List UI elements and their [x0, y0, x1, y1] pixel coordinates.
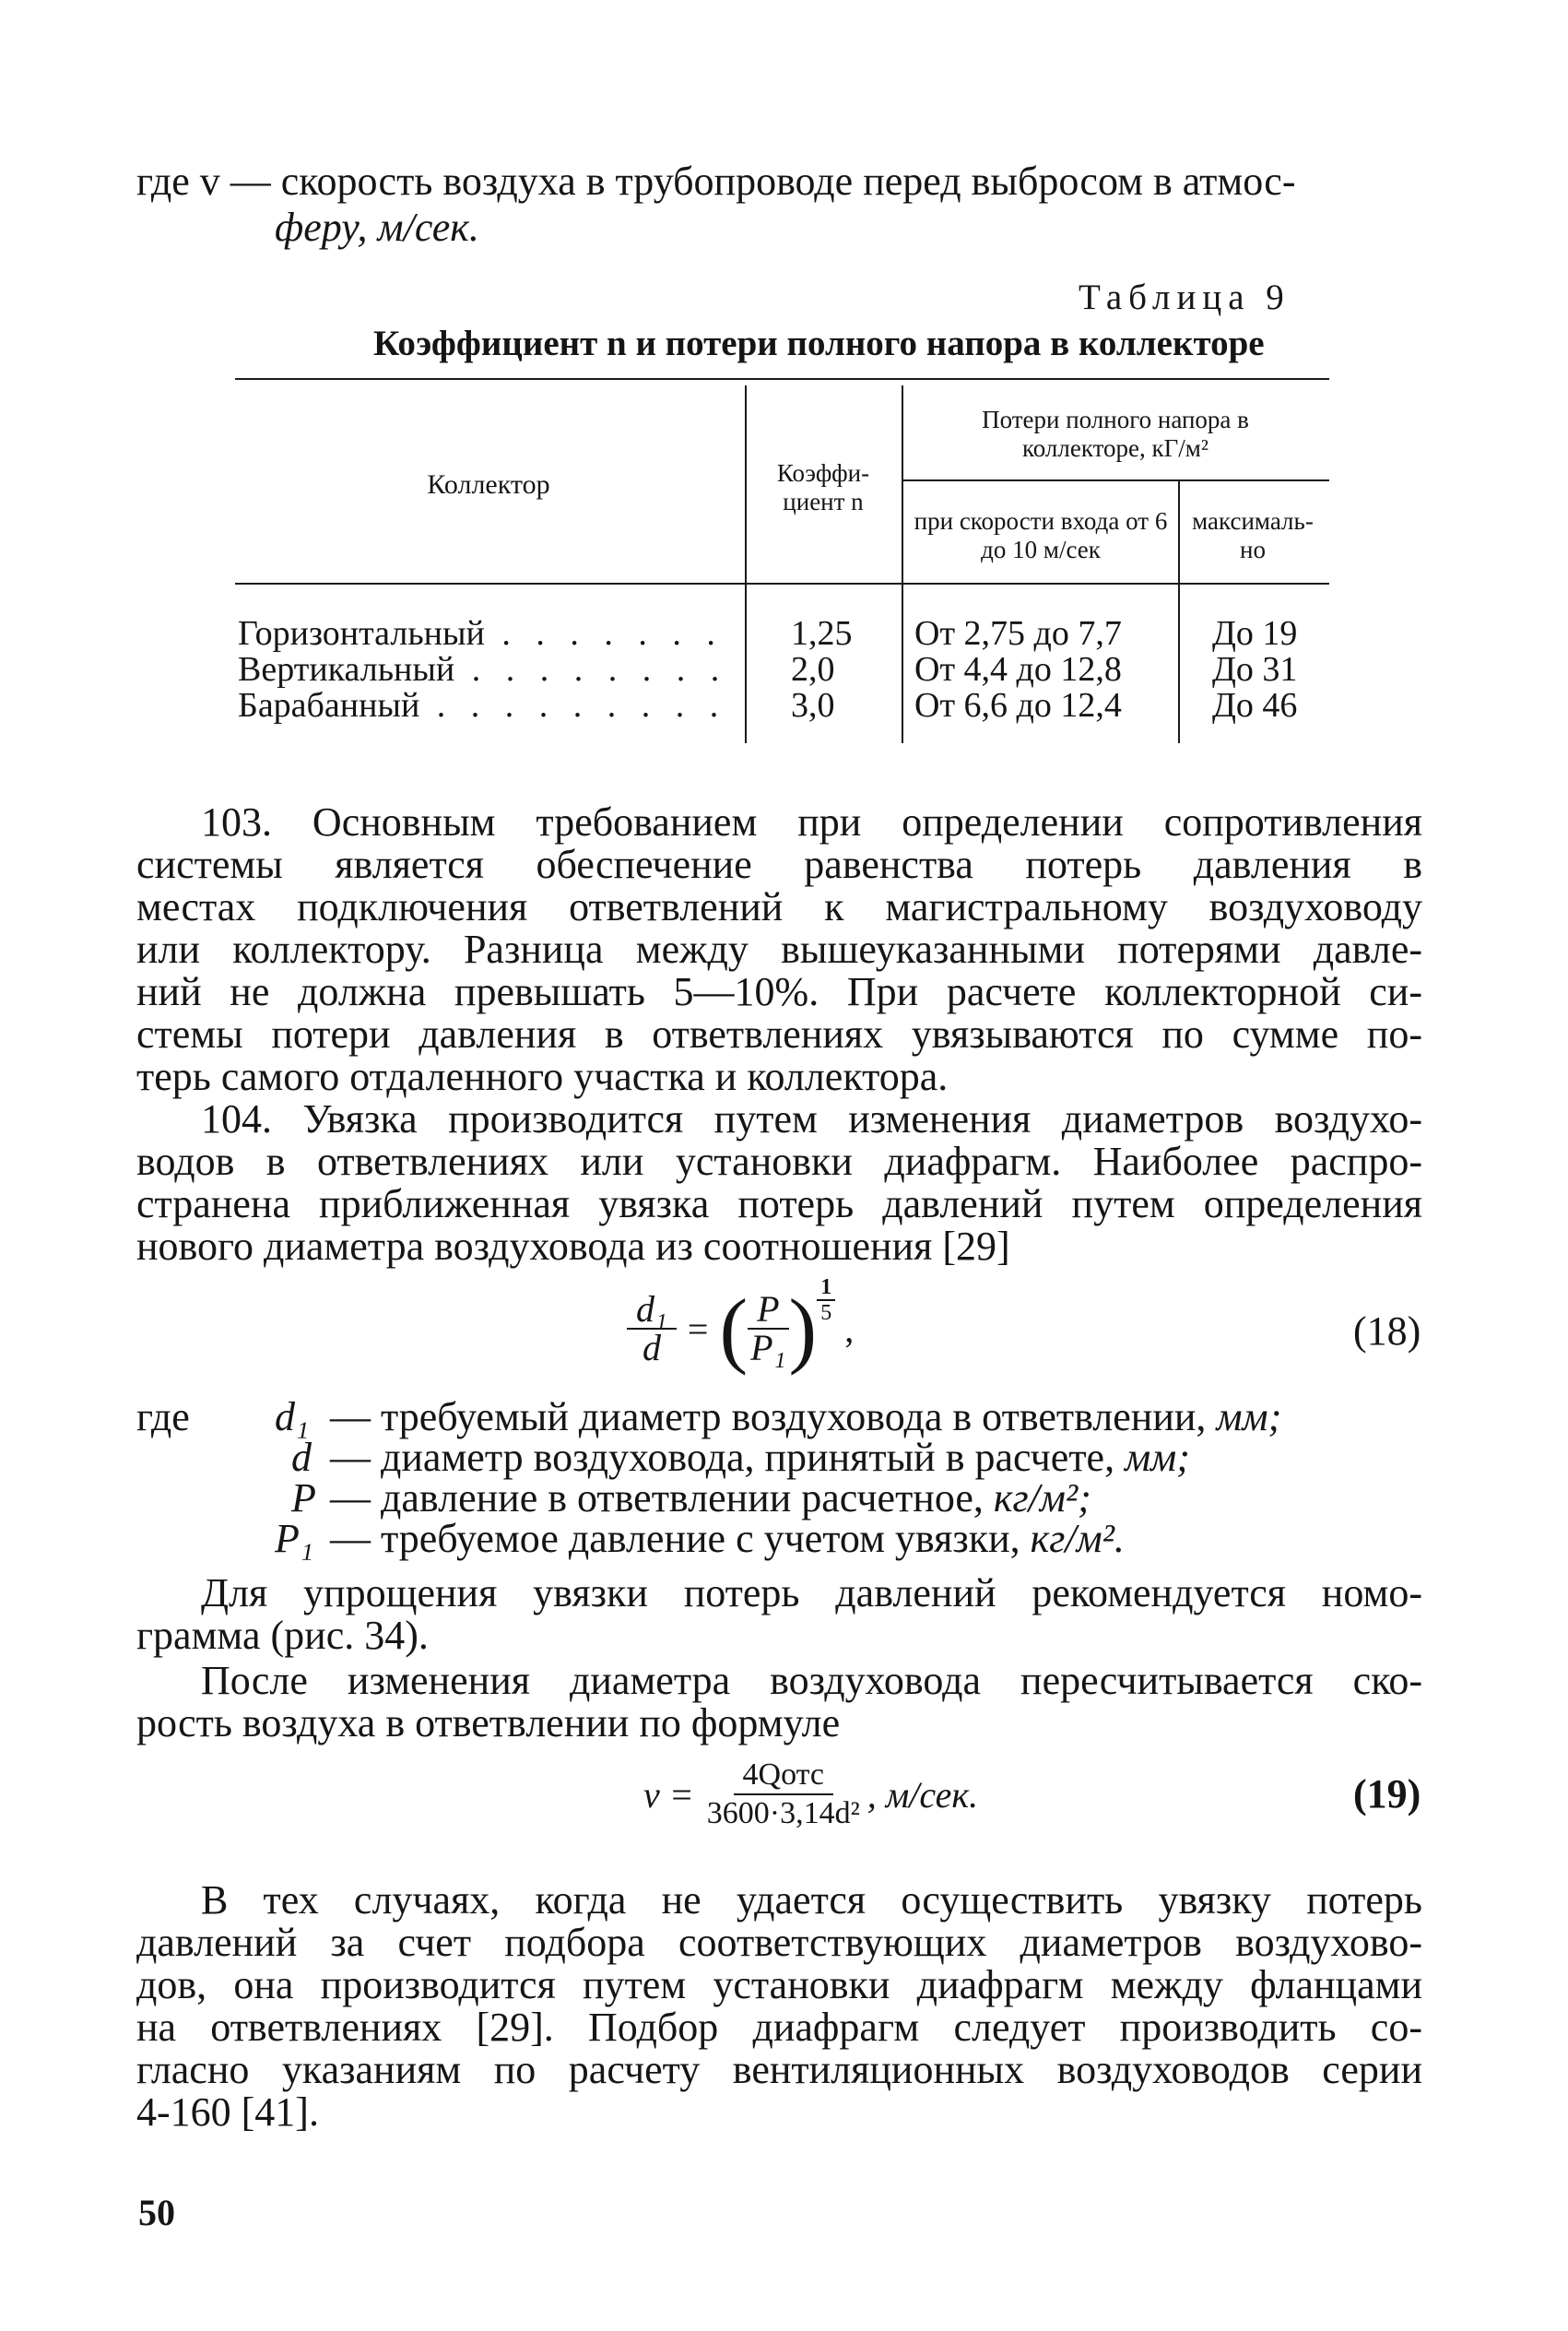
intro-line-1: где v — скорость воздуха в трубопроводе перед выбросом в атмос-: [136, 159, 1296, 204]
row-max: До 31: [1212, 650, 1298, 689]
table-col-divider-1: [745, 385, 747, 743]
header-collector: Коллектор: [427, 469, 550, 500]
row-leader: . . . . . . . .: [454, 650, 728, 689]
para-104-line: 104. Увязка производится путем изменения диаметров воздухо-: [201, 1096, 1422, 1142]
para-last-line: 4-160 [41].: [136, 2089, 319, 2135]
para-104-line: водов в ответвлениях или установки диафрагм. Наиболее распро-: [136, 1139, 1422, 1184]
row-name: Барабанный: [238, 686, 420, 725]
header-speed: при скорости входа от 6 до 10 м/сек: [914, 507, 1168, 563]
table-row: [238, 616, 724, 652]
formula-18-rhs: [748, 1288, 788, 1368]
row-coefficient: 2,0: [791, 650, 835, 689]
row-leader: . . . . . . . . .: [419, 686, 727, 725]
para-last-line: дов, она производится путем установки диафрагм между фланцами: [136, 1962, 1422, 2007]
where-item: [330, 1394, 1281, 1440]
where-unit: кг/м²;: [993, 1475, 1091, 1520]
rhs-denominator: P₁: [750, 1327, 786, 1368]
table-col-divider-2: [902, 385, 903, 743]
formula-19-lhs: v =: [643, 1773, 694, 1816]
lhs-denominator: d: [642, 1327, 661, 1368]
header-losses: Потери полного напора в коллекторе, кГ/м²: [982, 406, 1249, 462]
lhs-numerator: d₁: [627, 1291, 677, 1330]
para-last-line: В тех случаях, когда не удается осуществить увязку потерь: [201, 1877, 1422, 1923]
table-col-divider-3: [1178, 481, 1180, 743]
formula-19-number: (19): [1353, 1771, 1421, 1816]
para-last-line: гласно указаниям по расчету вентиляционных воздуховодов серии: [136, 2047, 1422, 2092]
para-nomo-line: грамма (рис. 34).: [136, 1613, 429, 1658]
where-symbol: P: [291, 1475, 316, 1520]
row-range: От 2,75 до 7,7: [914, 614, 1122, 653]
row-name: Вертикальный: [238, 650, 455, 689]
para-103-line: терь самого отдаленного участка и коллектора.: [136, 1054, 949, 1099]
formula-19-unit: , м/сек.: [867, 1773, 979, 1816]
where-symbol: P₁: [275, 1516, 314, 1561]
row-range: От 4,4 до 12,8: [914, 650, 1122, 689]
where-text: — требуемое давление с учетом увязки,: [330, 1516, 1020, 1561]
header-max: максималь-но: [1192, 507, 1314, 563]
para-103-line: местах подключения ответвлений к магистральному воздуховоду: [136, 884, 1422, 929]
row-max: До 19: [1212, 614, 1298, 653]
para-104-line: странена приближенная увязка потерь давлений путем определения: [136, 1181, 1422, 1226]
where-unit: мм;: [1216, 1394, 1282, 1439]
formula-19-numerator: 4Qотс: [734, 1757, 833, 1795]
where-text: — диаметр воздуховода, принятый в расчете,: [330, 1435, 1115, 1480]
row-leader: . . . . . . .: [484, 614, 724, 653]
para-last-line: на ответвлениях [29]. Подбор диафрагм следует производить со-: [136, 2005, 1422, 2050]
table-number: Таблица 9: [1079, 278, 1291, 317]
right-paren: ): [788, 1282, 818, 1376]
exponent-denominator: 5: [820, 1301, 832, 1325]
where-item: [330, 1516, 1125, 1562]
table-caption: Коэффициент n и потери полного напора в коллекторе: [373, 324, 1265, 363]
formula-19: [643, 1757, 978, 1832]
page-number: 50: [138, 2192, 175, 2233]
where-item: [330, 1475, 1091, 1521]
para-after-line: рость воздуха в ответвлении по формуле: [136, 1700, 841, 1745]
formula-19-fraction: [707, 1757, 860, 1832]
exponent-numerator: 1: [817, 1275, 835, 1301]
where-text: — требуемый диаметр воздуховода в ответвлении,: [330, 1394, 1207, 1439]
table-top-rule: [235, 378, 1329, 380]
para-103-line: ний не должна превышать 5—10%. При расчете коллекторной си-: [136, 969, 1422, 1014]
para-103-line: системы является обеспечение равенства потерь давления в: [136, 842, 1422, 887]
row-max: До 46: [1212, 686, 1298, 725]
where-unit: кг/м².: [1030, 1516, 1125, 1561]
para-last-line: давлений за счет подбора соответствующих диаметров воздухово-: [136, 1920, 1422, 1965]
where-unit: мм;: [1125, 1435, 1190, 1480]
formula-19-denominator: 3600·3,14d²: [706, 1796, 860, 1830]
where-text: — давление в ответвлении расчетное,: [330, 1475, 984, 1520]
row-name: Горизонтальный: [238, 614, 485, 653]
table-row: [238, 688, 726, 724]
where-symbol: d: [291, 1435, 312, 1480]
formula-comma: ,: [844, 1307, 855, 1350]
formula-18-lhs: [627, 1288, 677, 1368]
rhs-numerator: P: [748, 1291, 788, 1330]
para-103-line: или коллектору. Разница между вышеуказанными потерями давле-: [136, 927, 1422, 972]
equals-sign: =: [687, 1307, 709, 1350]
para-after-line: После изменения диаметра воздуховода пересчитывается ско-: [201, 1658, 1422, 1703]
where-item: [330, 1435, 1190, 1481]
exponent: [817, 1275, 835, 1325]
where-word: где: [136, 1394, 190, 1439]
intro-line-2: феру, м/сек.: [275, 205, 479, 250]
header-coefficient: Коэффи-циент n: [776, 459, 870, 515]
para-103-line: стемы потери давления в ответвлениях увязываются по сумме по-: [136, 1012, 1422, 1057]
para-103-line: 103. Основным требованием при определении сопротивления: [201, 799, 1422, 845]
row-coefficient: 1,25: [791, 614, 853, 653]
table-row: [238, 652, 727, 688]
para-104-line: нового диаметра воздуховода из соотношения [29]: [136, 1224, 1010, 1269]
left-paren: (: [719, 1282, 749, 1376]
row-range: От 6,6 до 12,4: [914, 686, 1122, 725]
row-coefficient: 3,0: [791, 686, 835, 725]
formula-18: [627, 1275, 855, 1376]
para-nomo-line: Для упрощения увязки потерь давлений рекомендуется номо-: [201, 1570, 1422, 1615]
table-header-rule: [235, 583, 1329, 585]
formula-18-number: (18): [1353, 1308, 1421, 1354]
table-subheader-rule: [903, 479, 1329, 481]
where-symbol: d₁: [275, 1394, 310, 1439]
